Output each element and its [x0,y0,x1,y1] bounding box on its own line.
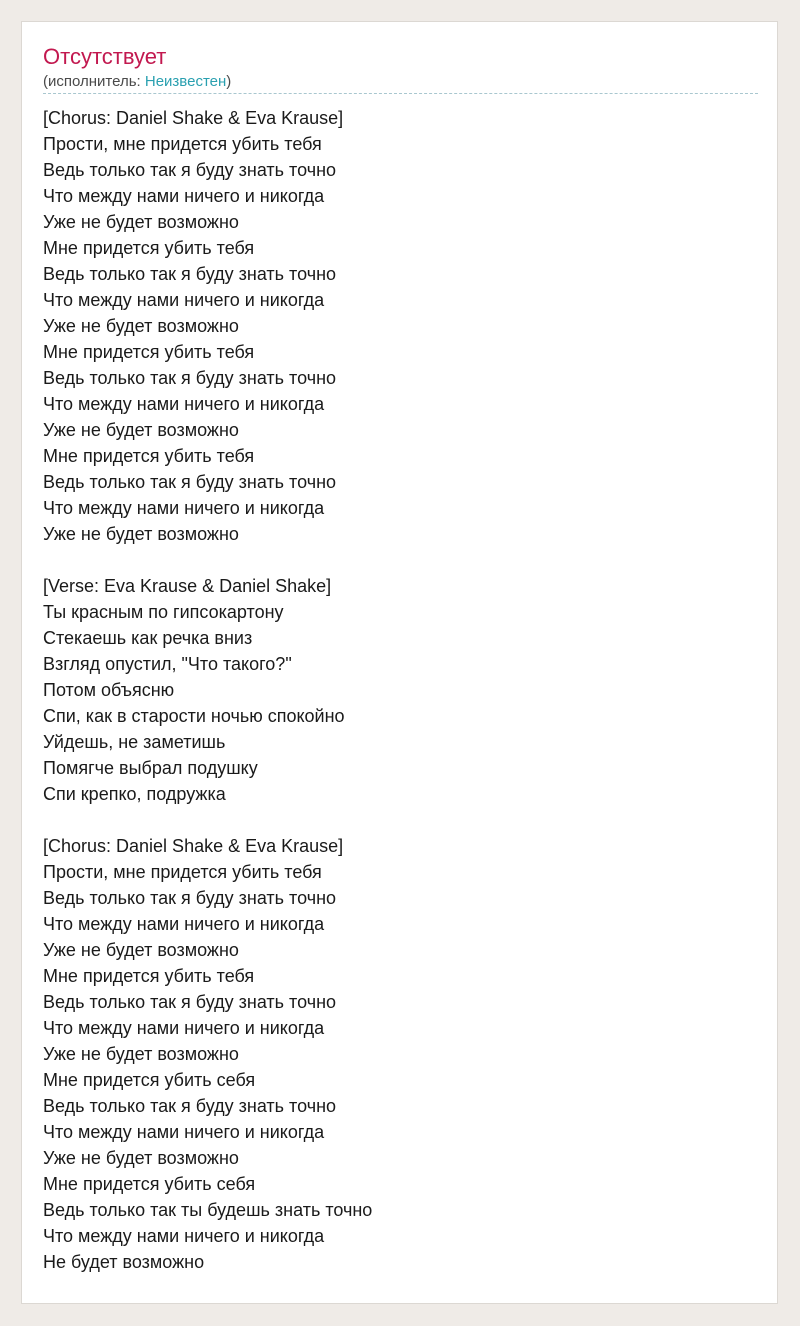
lyric-line: Мне придется убить тебя [43,446,255,466]
lyric-line: Уже не будет возможно [43,1044,239,1064]
lyric-line: Что между нами ничего и никогда [43,498,325,518]
artist-link[interactable]: Неизвестен [144,73,227,90]
lyric-line: Что между нами ничего и никогда [43,394,325,414]
lyrics-text [43,105,758,1275]
artist-prefix: (исполнитель: [43,73,145,90]
lyric-line: Ты красным по гипсокартону [43,602,284,622]
section-header: [Chorus: Daniel Shake & Eva Krause] [43,836,344,856]
stanza-break [43,807,758,833]
lyric-line: Уже не будет возможно [43,212,239,232]
lyric-line: Стекаешь как речка вниз [43,628,253,648]
lyric-line: Ведь только так я буду знать точно [43,264,337,284]
lyric-line: Что между нами ничего и никогда [43,186,325,206]
lyric-line: Уже не будет возможно [43,524,239,544]
lyric-line: Мне придется убить себя [43,1070,256,1090]
lyric-line: Что между нами ничего и никогда [43,1226,325,1246]
lyric-line: Уже не будет возможно [43,940,239,960]
song-title: Отсутствует [43,44,167,69]
lyric-line: Прости, мне придется убить тебя [43,862,322,882]
lyric-line: Мне придется убить себя [43,1174,256,1194]
lyric-line: Уйдешь, не заметишь [43,732,226,752]
lyric-line: Не будет возможно [43,1252,205,1272]
lyric-line: Мне придется убить тебя [43,966,255,986]
lyric-line: Что между нами ничего и никогда [43,1122,325,1142]
lyric-line: Что между нами ничего и никогда [43,1018,325,1038]
lyric-line: Спи крепко, подружка [43,784,226,804]
artist-line [43,72,231,92]
lyric-line: Что между нами ничего и никогда [43,914,325,934]
lyric-line: Потом объясню [43,680,175,700]
lyric-line: Помягче выбрал подушку [43,758,258,778]
lyric-line: Ведь только так я буду знать точно [43,888,337,908]
section-header: [Chorus: Daniel Shake & Eva Krause] [43,108,344,128]
lyric-line: Мне придется убить тебя [43,238,255,258]
stanza-break [43,547,758,573]
lyric-line: Ведь только так я буду знать точно [43,368,337,388]
lyrics-card [21,21,778,1304]
lyric-line: Уже не будет возможно [43,420,239,440]
lyric-line: Ведь только так я буду знать точно [43,472,337,492]
lyric-line: Что между нами ничего и никогда [43,290,325,310]
divider [43,93,758,94]
section-header: [Verse: Eva Krause & Daniel Shake] [43,576,332,596]
lyric-line: Мне придется убить тебя [43,342,255,362]
lyric-line: Ведь только так я буду знать точно [43,160,337,180]
lyric-line: Спи, как в старости ночью спокойно [43,706,345,726]
lyric-line: Взгляд опустил, "Что такого?" [43,654,292,674]
lyric-line: Ведь только так я буду знать точно [43,992,337,1012]
lyric-line: Ведь только так я буду знать точно [43,1096,337,1116]
lyric-line: Уже не будет возможно [43,1148,239,1168]
lyric-line: Ведь только так ты будешь знать точно [43,1200,373,1220]
lyric-line: Уже не будет возможно [43,316,239,336]
lyric-line: Прости, мне придется убить тебя [43,134,322,154]
artist-suffix: ) [226,73,232,90]
